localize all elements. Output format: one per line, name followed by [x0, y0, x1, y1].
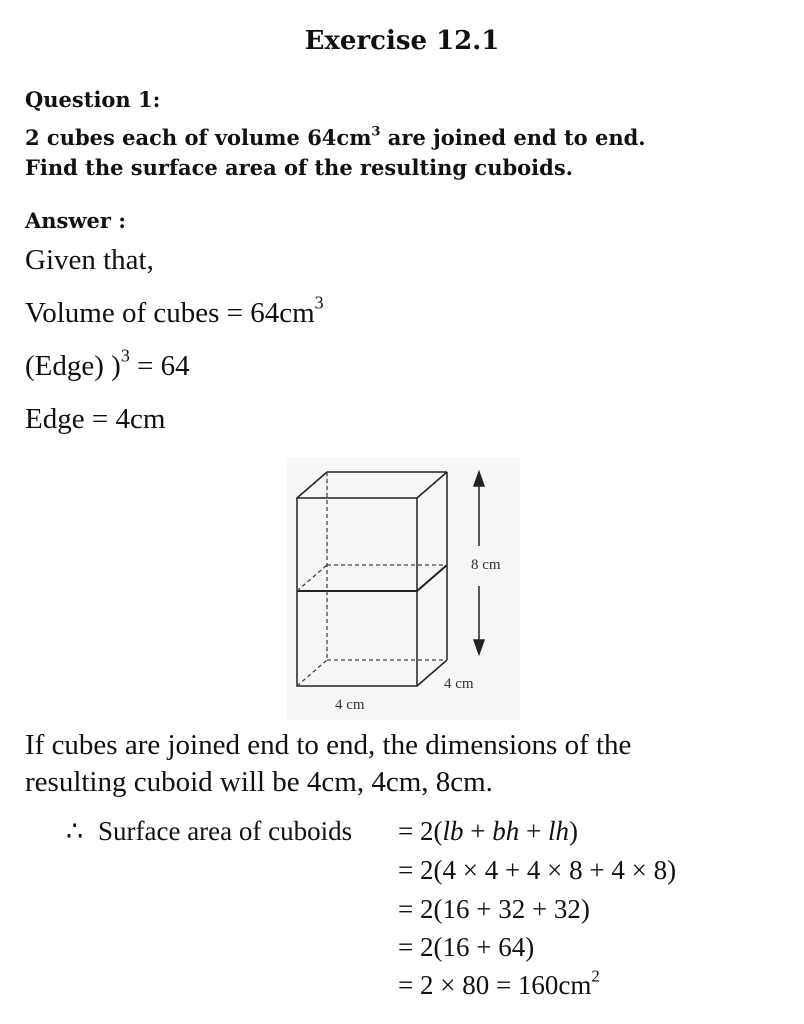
cuboid-diagram — [287, 458, 520, 720]
conclusion-line-1: If cubes are joined end to end, the dimensions of the — [25, 729, 632, 761]
solution-step-4: = 2(16 + 64) — [398, 932, 535, 962]
question-text-line-2: Find the surface area of the resulting cuboids. — [25, 155, 573, 180]
therefore-symbol: ∴ — [66, 816, 84, 846]
conclusion-line-2: resulting cuboid will be 4cm, 4cm, 8cm. — [25, 766, 493, 798]
solution-step-5: = $2 \times 80 = 160cm^2$ — [398, 966, 600, 1000]
question-label: Question 1: — [25, 87, 161, 112]
solution-step-2: = 2(4 × 4 + 4 × 8 + 4 × 8) — [398, 855, 677, 885]
page-title: Exercise 12.1 — [304, 26, 500, 56]
answer-label: Answer : — [25, 208, 126, 233]
height-arrow-up-head — [474, 472, 484, 486]
edge-equation: Edge = 4cm — [25, 403, 166, 435]
bottom-right-edge — [417, 660, 447, 686]
surface-area-lhs: Surface area of cuboids — [98, 816, 353, 846]
solution-step-3: = 2(16 + 32 + 32) — [398, 894, 590, 924]
height-label: 8 cm — [471, 557, 501, 573]
top-left-edge — [297, 472, 327, 498]
solution-step-1: = 2(lb + bh + lh) — [398, 816, 578, 846]
height-arrow-down-head — [474, 640, 484, 654]
cuboid-figure — [287, 458, 520, 720]
volume-equation: Volume of cubes = $64cm^3$ — [25, 292, 324, 329]
edge-cube-equation: (Edge) )$^3$ = 64 — [25, 345, 190, 382]
given-text: Given that, — [25, 244, 154, 276]
cube-join-side-line — [417, 565, 447, 591]
top-right-edge — [417, 472, 447, 498]
hidden-bottom-left-edge — [297, 660, 327, 686]
hidden-join-left-line — [297, 565, 327, 591]
depth-label: 4 cm — [444, 676, 474, 692]
question-text-line-1: 2 cubes each of volume $64cm^3$ are joined end to end. — [25, 124, 646, 150]
width-label: 4 cm — [335, 697, 365, 713]
